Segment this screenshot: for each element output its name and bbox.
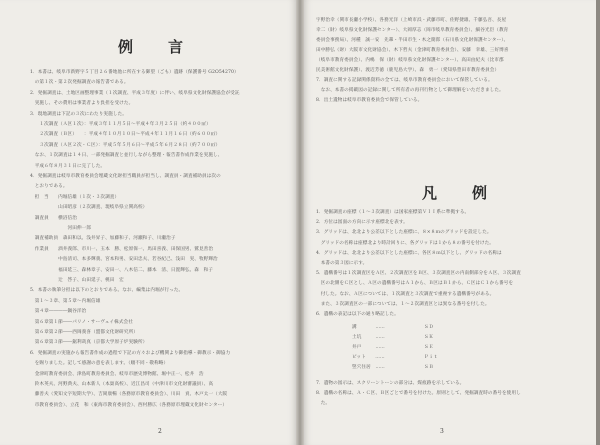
- text-line: 3．グリッドは、北北より公差以下とした座標に、８×８ｍのグリッドを設定した。: [316, 230, 492, 236]
- abbrev-code: ＳＫ: [424, 335, 434, 340]
- text-line: 第６章第２節――西岡義喜（盟都文化財研究所）: [30, 330, 138, 335]
- text-line: 市教育委員会）、立花 和（東海市教育委員会）、西村勝広（各務原市埋蔵文化財センター）: [30, 402, 228, 408]
- text-line: 作業員 酒井義郎、市川一、玉本 勝、松原保一、馬田喜義、田保国男、鷲見善治: [30, 246, 214, 252]
- abbrev-name: 井戸 ……: [352, 345, 385, 350]
- abbrev-name: 竪穴住居 ……: [352, 365, 385, 370]
- text-line: 6．発掘調査の実施から報告書作成の過程で下記の方々および機関より御指導・御教示・御協力: [30, 350, 231, 356]
- text-line: 2．発掘調査は、土地区画整理事業（１次調査、平成３年度）に伴い、岐阜県文化財保護協会が受託: [30, 90, 240, 96]
- text-line: 藤善夫（愛知文字短期大学）、吉岡康暢（各務原市教育委員会）、川田 貢、木戸太一（大阪: [30, 392, 228, 398]
- book-gutter: [296, 0, 304, 445]
- text-line: 調査補助員 森田和以、浅井昇子、加藤和子、河瀬和子、川瀬治子: [30, 236, 176, 242]
- text-line: 鈴木英夫、河野典夫、山本新人（本巣高校）、近江昌司（中津川市文化財審議員）、高: [30, 382, 214, 387]
- text-line: 7．調査に関する記録関係資料の全ては、岐阜市教育委員会において保管している。: [316, 78, 493, 83]
- text-line: 福田延三、森林章子、安田一、八木信二、藤本 清、日置輝弘、森 和子: [30, 267, 214, 273]
- text-line: 5．本書の執筆分担は以下のとおりである。なお、編集は内堀が行った。: [30, 288, 184, 294]
- text-line: また、３次調査区の一部については、１～２次調査区とは異なる番号を付した。: [316, 301, 490, 307]
- text-line: （岐阜市教育委員会）、内嶋 保（財）岐阜県文化財保護センター）、高田由紀夫（比市郡: [316, 58, 504, 63]
- text-line: 4．グリッドは、北北より公差以下とした座標に、各区８ｍ以下とし、グリッドの名称は: [316, 250, 502, 256]
- text-line: 田中勝弘（財）大阪市文化財協会）、木下哲夫（金津町教育委員会）、安藤 幸雄、三好博喜: [316, 48, 509, 53]
- text-line: 実施し、その費用は事業者より負担を受けた。: [30, 101, 134, 107]
- text-line: 区の北側をＣ区とし、Ａ区の遺構番号はＡ１から、Ｂ区はＢ１から、Ｃ区はＣ１から番号を: [316, 281, 514, 287]
- text-line: 委員会事務局）、河種 誠一安 先輩・半田市生・木之簡郎（石川県文化財保護センター）、: [316, 38, 509, 43]
- text-line: 本書の第３図に示す。: [316, 261, 368, 266]
- abbrev-name: 土坑 ……: [352, 335, 385, 340]
- abbrev-code: ＳＤ: [424, 325, 434, 330]
- text-line: 7．遺物の図示は、スクリーントーンの部分は、煤痕跡を示している。: [316, 381, 465, 386]
- text-line: の第１次・第２次発掘調査の報告書である。: [30, 80, 129, 86]
- text-line: 付した。なお、Ａ区については、１次調査と３次調査で重複する遺構番号がある。: [316, 291, 495, 297]
- text-line: 宇野治幸（関市長瀬小学校）、各務光洋（上崎市浜・武藤市町、佐野捷雄、千藤弘吾、長屋: [316, 18, 507, 23]
- abbrev-name: ピット ……: [352, 355, 385, 360]
- text-line: 山田昭彦（２次調査、現岐阜県立関高校）: [30, 205, 148, 211]
- text-line: グリッドの名称は座標北より時計回りに、各グリッドは１から８の番号を付けた。: [316, 240, 494, 246]
- text-line: 3．現地調査は下記の３次にわたり実施した。: [30, 111, 127, 117]
- right-page-number: 3: [440, 428, 444, 435]
- text-line: 第１～３章、第５章～内堀信雄: [30, 298, 101, 304]
- text-line: ３次調査（Ａ区２次・Ｃ区）：平成５年５月６日～平成５年６月２８日（約７００㎡）: [30, 142, 221, 148]
- book-edge-right: [596, 0, 600, 445]
- text-line: なお、１次調査は１４日、一部発掘調査と並行しながら整理・報告書作成作業を実施し、: [30, 153, 223, 159]
- text-line: 5．遺構番号は１次調査区をＡ区、２次調査区をＢ区、３次調査区の内南側部分をＡ区、３次調査: [316, 271, 521, 277]
- text-line: １次調査（Ａ区１次）：平成３年１１月５日～平成４年３月２５日（約４００㎡）: [30, 122, 211, 127]
- text-line: 1．発掘調査の座標（１～３次調査）は国家座標第ＶＩＩ系に準拠する。: [316, 210, 470, 215]
- text-line: 6．遺構の表記は以下の通り略記した。: [316, 312, 399, 317]
- text-line: 第４章――――鍋谷洋治: [30, 309, 87, 315]
- text-line: 2．方位は図面の方向に示す座標北を表す。: [316, 220, 408, 226]
- text-line: を賜りました。記して感謝の意を表します。（順不同・敬称略）: [30, 361, 169, 367]
- text-line: 8．出土遺物は岐阜市教育委員会で保管している。: [316, 98, 423, 103]
- text-line: 中島清司、本多輝義、宮本和男、安田忠夫、若谷紀己、浅田 実、牧野輝治: [30, 257, 218, 263]
- text-line: 幸二（財）岐阜県文化財保護センター）、大岡厚志（岡市岐阜教育委員会）、細谷光臣（教育: [316, 28, 509, 33]
- right-page: [304, 0, 600, 445]
- text-line: 8．遺構の名称は、Ａ・Ｃ区、Ｂ区ごとで番号を付けた。原則として、発掘調査時の番号を使用し: [316, 391, 521, 397]
- text-line: なお、本書の掲載図の記録に関して所有者の再刊行物として御理解をいただきました。: [316, 88, 504, 93]
- left-page: [0, 0, 296, 445]
- text-line: 第６章第３節――鋸利哉真（京都大学原子炉実験所）: [30, 340, 148, 346]
- text-line: 担 当 内堀信雄（１次・３次調査）: [30, 194, 120, 200]
- left-page-number: 2: [158, 428, 162, 435]
- abbrev-code: ＳＢ: [424, 365, 434, 370]
- text-line: 4．発掘調査は岐阜市教育委員会埋蔵文化財担当職員が担当し、調査員・調査補助員は次の: [30, 174, 221, 179]
- text-line: た。: [316, 401, 331, 407]
- text-line: 第６章第１節――パリノ・サーヴェイ株式会社: [30, 319, 133, 325]
- text-line: 調査員 横沼信治: [30, 215, 77, 221]
- text-line: 辻 啓子、山田延子、桃田 宏: [30, 278, 124, 283]
- text-line: ２次調査（Ｂ区） ：平成４年１０月１０日～平成４年１１月１６日（約６００㎡）: [30, 132, 221, 138]
- text-line: 1．本書は、岐阜市新野字５丁目２６番地他に所在する御望（ごも）遺跡（保護番号 G2O54270）: [30, 70, 239, 75]
- text-line: 河田伸一郎: [30, 226, 92, 231]
- right-page-heading: 凡 例: [422, 184, 498, 202]
- abbrev-code: Ｐｉｔ: [424, 355, 439, 360]
- text-line: 民美術館文化財保護）、渡辺芳徳（鹿児島大学）、森 勇一（愛知県豊田市教育委員会）: [316, 68, 500, 73]
- abbrev-code: ＳＥ: [424, 345, 434, 350]
- left-page-title: 例 言: [118, 38, 194, 56]
- text-line: 金津町教育委員会、津島町教育委員会、岐阜市歴史博物館、堀中正一、松井 浩: [30, 371, 204, 377]
- text-line: 平成６年８月３１日に完了した。: [30, 163, 106, 169]
- text-line: とおりである。: [30, 184, 68, 190]
- abbrev-name: 溝 ……: [352, 325, 385, 330]
